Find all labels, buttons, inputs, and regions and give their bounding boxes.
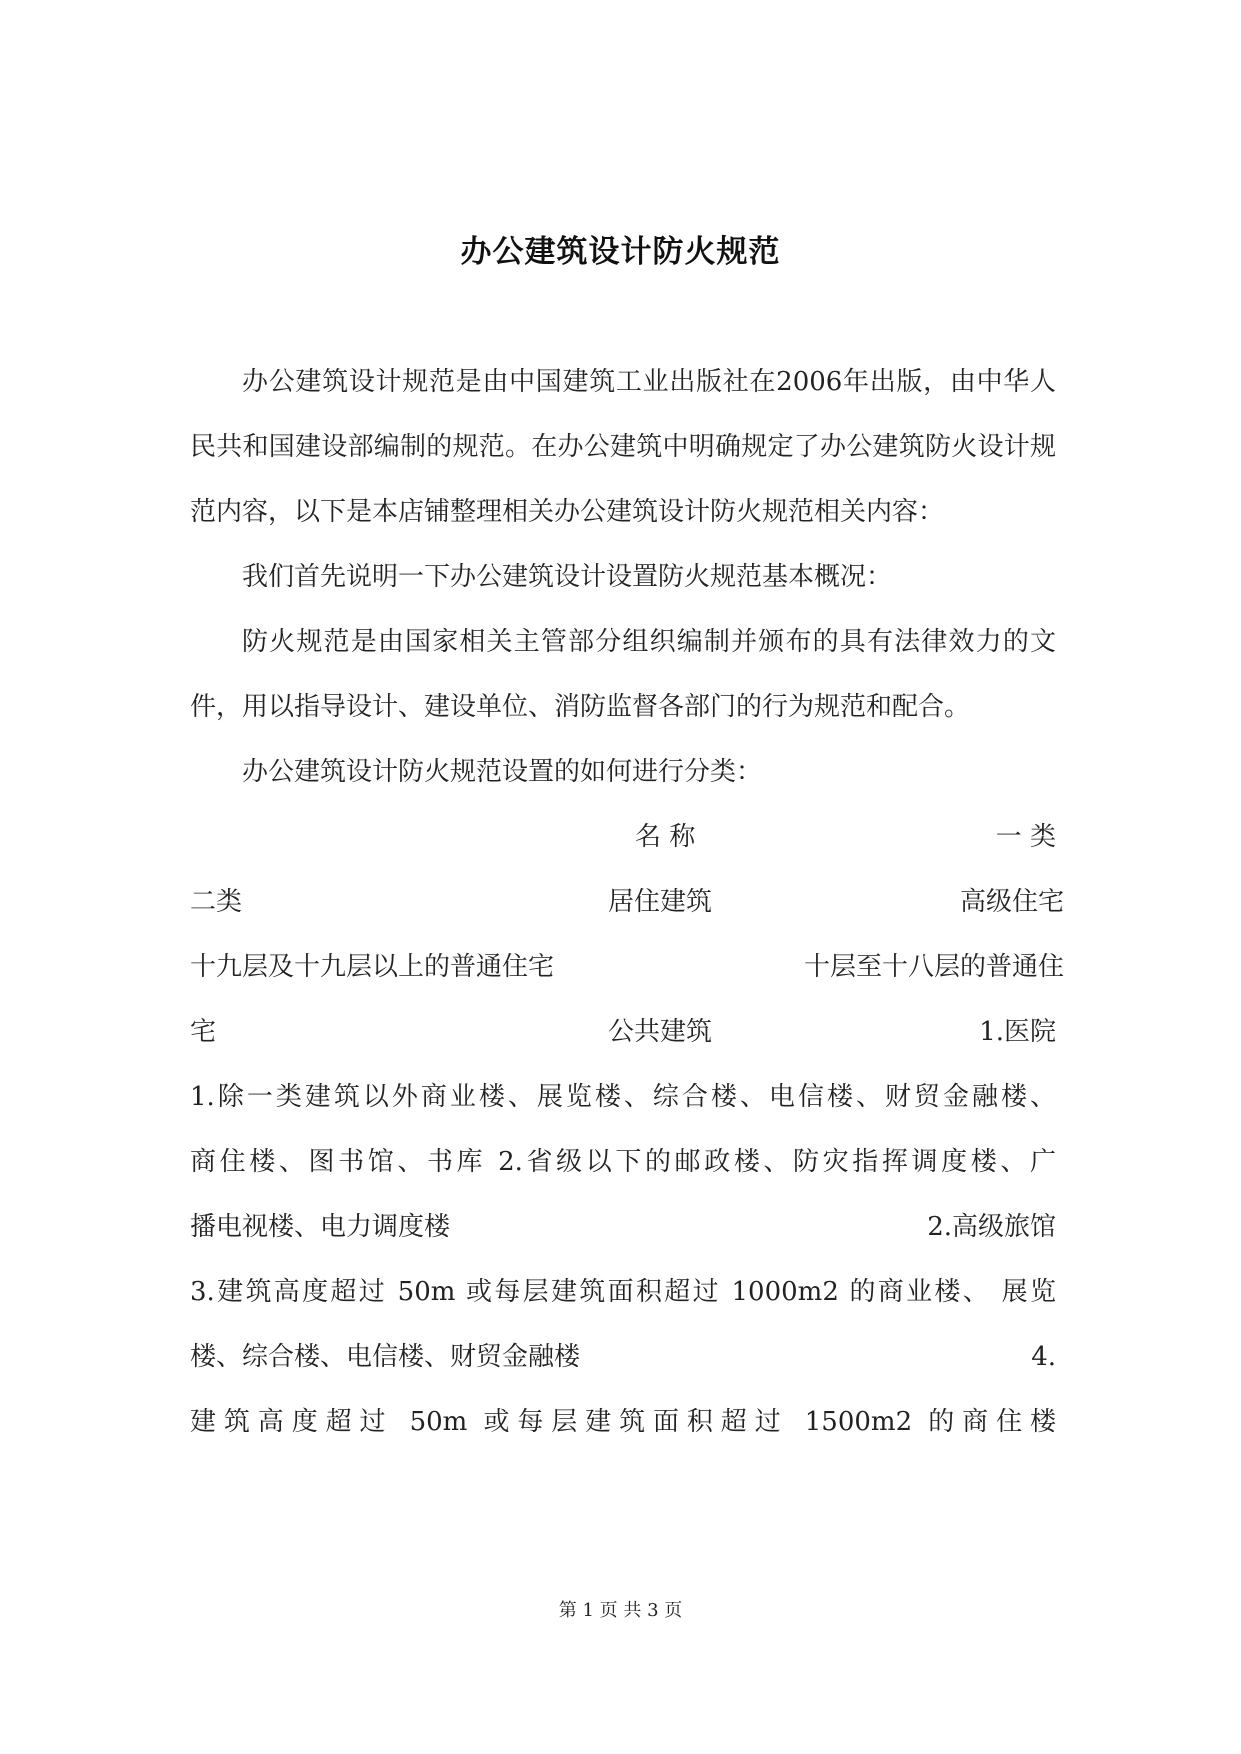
- table-line-5: 商住楼、图书馆、书库 2.省级以下的邮政楼、防灾指挥调度楼、广: [190, 1147, 1056, 1177]
- page-footer: 第 1 页 共 3 页: [558, 1600, 683, 1621]
- table-header-line: [190, 805, 1056, 870]
- table-line-4: 1.除一类建筑以外商业楼、展览楼、综合楼、电信楼、财贸金融楼、: [190, 1082, 1056, 1112]
- header-class1: 一 类: [995, 822, 1056, 852]
- row1-class2-a: 十九层及十九层以上的普通住宅: [190, 952, 555, 982]
- line-c-left: 播电视楼、电力调度楼: [190, 1212, 451, 1242]
- paragraph-overview: 我们首先说明一下办公建筑设计设置防火规范基本概况：: [242, 562, 893, 592]
- row1-class2-b: 十层至十八层的普通住: [803, 952, 1064, 982]
- table-line-6: [190, 1195, 1056, 1260]
- row2-name: 公共建筑: [608, 1017, 713, 1047]
- row1-class2-c: 宅: [190, 1017, 217, 1047]
- row2-item1: 1.医院: [979, 1017, 1056, 1047]
- document-title: 办公建筑设计防火规范: [460, 234, 781, 270]
- document-body: [190, 350, 1064, 1455]
- line-e-right: 4.: [1031, 1342, 1056, 1372]
- header-class2: 二类: [190, 887, 243, 917]
- row1-class1: 高级住宅: [959, 887, 1064, 917]
- table-line-2: [190, 935, 1064, 1000]
- line-e-left: 楼、综合楼、电信楼、财贸金融楼: [190, 1342, 581, 1372]
- paragraph-definition: 防火规范是由国家相关主管部分组织编制并颁布的具有法律效力的文件，用以指导设计、建设单位、消防监督各部门的行为规范和配合。: [190, 627, 1056, 722]
- table-line-8: [190, 1325, 1056, 1390]
- table-line-1: [190, 870, 1064, 935]
- paragraph-classification: 办公建筑设计防火规范设置的如何进行分类：: [242, 757, 763, 787]
- row1-name: 居住建筑: [608, 887, 713, 917]
- line-c-right: 2.高级旅馆: [927, 1212, 1056, 1242]
- header-name: 名 称: [635, 822, 696, 852]
- table-line-3: [190, 1000, 1056, 1065]
- paragraph-intro: 办公建筑设计规范是由中国建筑工业出版社在2006年出版，由中华人民共和国建设部编制的规范。在办公建筑中明确规定了办公建筑防火设计规范内容，以下是本店铺整理相关办公建筑设计防火规范相关内容：: [190, 367, 1056, 527]
- table-line-9: 建筑高度超过 50m 或每层建筑面积超过 1500m2 的商住楼: [190, 1407, 1056, 1437]
- table-line-7: 3.建筑高度超过 50m 或每层建筑面积超过 1000m2 的商业楼、 展览: [190, 1277, 1056, 1307]
